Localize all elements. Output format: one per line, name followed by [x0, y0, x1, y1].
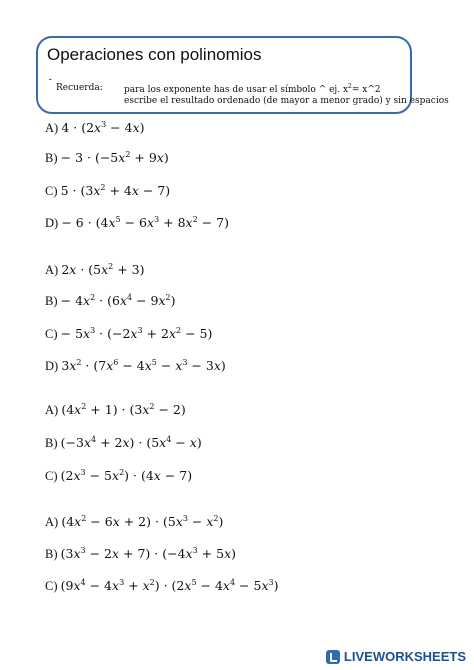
exercise-expression: − $3 \cdot (-5x^2 + 9x)$	[60, 150, 169, 166]
note-line-1-superscript: 2	[348, 83, 352, 90]
exercise-item	[45, 262, 145, 278]
exercise-label: B)	[45, 151, 61, 166]
exercise-label: C)	[45, 469, 61, 484]
exercise-expression: − $4x^2 \cdot (6x^4 - 9x^2)$	[60, 293, 176, 309]
exercise-item	[45, 514, 223, 530]
instructions-box	[36, 36, 449, 114]
exercise-label: A)	[45, 403, 62, 418]
exercise-label: C)	[45, 184, 61, 199]
exercise-expression: $(4x^2 + 1) \cdot (3x^2 - 2)$	[61, 402, 186, 418]
exercise-item	[45, 326, 212, 342]
note-line-2: escribe el resultado ordenado (de mayor a menor grado) y sin espacios	[124, 96, 449, 106]
exercise-label: D)	[45, 216, 62, 231]
note-line-1-text: para los exponente has de usar el símbolo ^ ej. x	[124, 85, 349, 95]
exercise-item	[45, 215, 229, 231]
exercise-item	[45, 435, 202, 451]
exercise-label: C)	[45, 579, 61, 594]
note-bullet: ¯	[48, 79, 53, 89]
exercise-item	[45, 183, 170, 199]
exercise-expression: $3x^2 \cdot (7x^6 - 4x^5 - x^3 - 3x)$	[61, 358, 226, 374]
exercise-expression: $(4x^2 - 6x + 2) \cdot (5x^3 - x^2)$	[61, 514, 224, 530]
exercise-item	[45, 546, 236, 562]
exercise-expression: $2x \cdot (5x^2 + 3)$	[61, 262, 145, 278]
liveworksheets-logo-icon	[326, 650, 340, 664]
note-label: Recuerda:	[56, 83, 103, 93]
exercise-item	[45, 358, 226, 374]
page-title: Operaciones con polinomios	[47, 45, 262, 64]
exercise-label: D)	[45, 359, 62, 374]
brand-text: LIVEWORKSHEETS	[343, 649, 466, 664]
exercise-expression: − $5x^3 \cdot (-2x^3 + 2x^2 - 5)$	[60, 326, 213, 342]
note-line-1	[124, 83, 381, 95]
exercise-item	[45, 468, 192, 484]
exercise-item	[45, 578, 278, 594]
exercise-label: A)	[45, 121, 62, 136]
footer-brand	[326, 649, 466, 664]
exercise-item	[45, 293, 176, 309]
exercise-label: B)	[45, 294, 61, 309]
exercise-expression: $4 \cdot (2x^3 - 4x)$	[61, 120, 145, 136]
exercise-item	[45, 120, 145, 136]
exercise-item	[45, 150, 169, 166]
exercise-expression: $(-3x^4 + 2x) \cdot (5x^4 - x)$	[60, 435, 202, 451]
exercise-expression: − $6 \cdot (4x^5 - 6x^3 + 8x^2 - 7)$	[61, 215, 229, 231]
note-line-1-example: = x^2	[351, 85, 381, 95]
exercise-label: B)	[45, 436, 61, 451]
exercise-expression: $(3x^3 - 2x + 7) \cdot (-4x^3 + 5x)$	[60, 546, 237, 562]
exercise-expression: $(2x^3 - 5x^2) \cdot (4x - 7)$	[60, 468, 193, 484]
exercise-label: C)	[45, 327, 61, 342]
exercise-label: B)	[45, 547, 61, 562]
exercise-label: A)	[45, 515, 62, 530]
exercise-item	[45, 402, 186, 418]
exercise-expression: $(9x^4 - 4x^3 + x^2) \cdot (2x^5 - 4x^4 - 5x^3)$	[60, 578, 279, 594]
exercise-label: A)	[45, 263, 62, 278]
exercise-expression: $5 \cdot (3x^2 + 4x - 7)$	[60, 183, 171, 199]
